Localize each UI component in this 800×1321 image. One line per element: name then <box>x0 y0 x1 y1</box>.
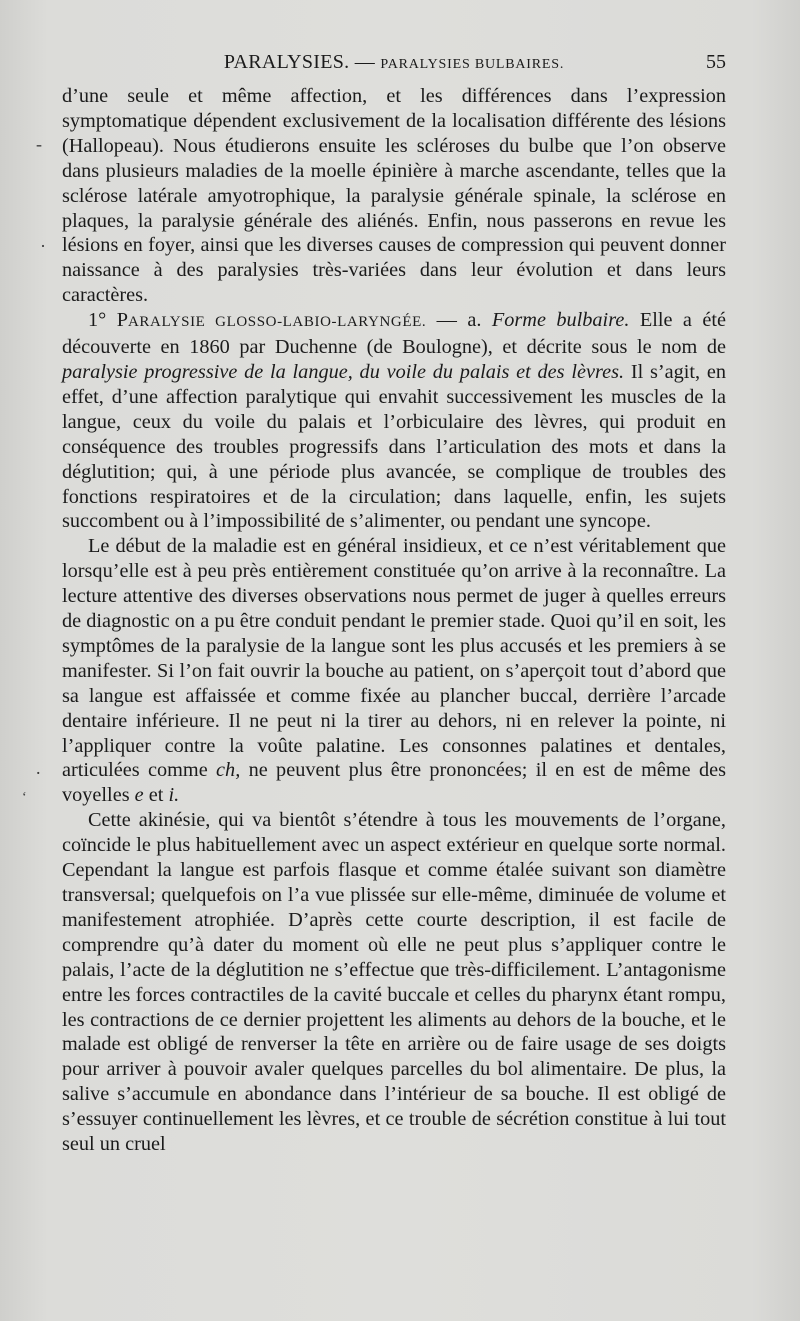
paragraph-text: Le début de la maladie est en général insidieux, et ce n’est véritablement que lorsqu’elle est à peu près entièrement constituée qu’on arrive à la reconnaître. La lecture attentive des diverses observations nous permet de juger à quelles erreurs de diagnostic on a pu être conduit pendant le premier stade. Quoi qu’il en soit, les symptômes de la paralysie de la langue sont les plus accusés et les premiers à se manifester. Si l’on fait ouvrir la bouche au patient, on s’aperçoit tout d’abord que sa langue est affaissée et comme fixée au plancher buccal, derrière l’arcade dentaire inférieure. Il ne peut ni la tirer au dehors, ni en relever la pointe, ni l’appliquer contre la voûte palatine. Les consonnes palatines et dentales, articulées comme <box>62 535 726 782</box>
margin-dash-mark: - <box>36 134 42 154</box>
italic-term: i. <box>168 784 180 807</box>
chapter-title: PARALYSIES. <box>223 51 350 73</box>
margin-dot-mark: · <box>40 236 46 256</box>
paragraph <box>62 84 726 308</box>
paragraph-text: Il s’agit, en effet, d’une affection paralytique qui envahit successivement les muscles de la langue, ceux du voile du palais et l’orbiculaire des lèvres, qui produit en conséquence des troubles progressifs dans l’articulation des mots et dans la déglutition; qui, à une période plus avancée, se complique de troubles des fonctions respiratoires et de la circulation; dans laquelle, enfin, les sujets succombent ou à l’impossibilité de s’alimenter, ou pendant une syncope. <box>62 360 726 533</box>
paragraph-text: Elle a été découverte en 1860 par Duchenne (de Boulogne), et décrite sous le nom de <box>62 309 726 359</box>
subsection-title: Forme bulbaire. <box>491 309 630 332</box>
margin-tick-mark: ʻ <box>22 790 27 805</box>
header-separator: — <box>354 51 376 73</box>
paragraph-text: ne peuvent plus être prononcées; il en est de même des voyelles <box>62 759 726 807</box>
heading-dash: — <box>436 309 457 332</box>
subsection-letter: a. <box>467 309 482 332</box>
italic-term: ch, <box>216 759 241 782</box>
paragraph-text: Cette akinésie, qui va bientôt s’étendre à tous les mouvements de l’organe, coïncide le plus habituellement avec un aspect extérieur en quelque sorte normal. Cependant la langue est parfois flasque et comme étalée suivant son diamètre transversal; quelquefois on l’a vue plissée sur elle-même, diminuée de volume et manifestement atrophiée. D’après cette courte description, il est facile de comprendre qu’à dater du moment où elle ne peut plus s’appliquer contre le palais, l’acte de la déglutition ne s’effectue que très-difficilement. L’antagonisme entre les forces contractiles de la cavité buccale et celles du pharynx étant rompu, les contractions de ce dernier projettent les aliments au dehors de la bouche, et le malade est obligé de renverser la tête en arrière ou de faire usage de ses doigts pour arriver à pouvoir avaler quelques parcelles du bol alimentaire. De plus, la salive s’accumule en abondance dans l’intérieur de sa bouche. Il est obligé de s’essuyer continuellement les lèvres, et ce trouble de sécrétion constitue à lui tout seul un cruel <box>62 809 726 1156</box>
running-title <box>62 47 726 80</box>
section-heading: ARALYSIE GLOSSO-LABIO-LARYNGÉE. <box>127 314 427 331</box>
italic-term: e <box>134 784 144 807</box>
margin-dot-mark: . <box>36 758 41 778</box>
page-number: 55 <box>706 51 726 73</box>
section-title: PARALYSIES BULBAIRES. <box>380 57 565 72</box>
italic-term: paralysie progressive de la langue, du voile du palais et des lèvres. <box>62 360 625 383</box>
section-paragraph <box>62 308 726 534</box>
paragraph-text: d’une seule et même affection, et les différences dans l’expression symptomatique dépendent exclusivement de la localisation différente des lésions (Hallopeau). Nous étudierons ensuite les scléroses du bulbe que l’on observe dans plusieurs maladies de la moelle épinière à marche ascendante, telles que la sclérose latérale amyotrophique, la paralysie générale spinale, la sclérose en plaques, la paralysie générale des aliénés. Enfin, nous passerons en revue les lésions en foyer, ainsi que les diverses causes de compression qui peuvent donner naissance à des paralysies très-variées dans leur évolution et dans leurs caractères. <box>62 85 726 307</box>
body-text <box>62 84 726 1157</box>
paragraph <box>62 808 726 1157</box>
paragraph <box>62 534 726 808</box>
paragraph-text: et <box>148 784 164 807</box>
running-header <box>62 47 726 77</box>
section-heading-initial: P <box>116 309 128 332</box>
section-number: 1° <box>88 309 107 332</box>
